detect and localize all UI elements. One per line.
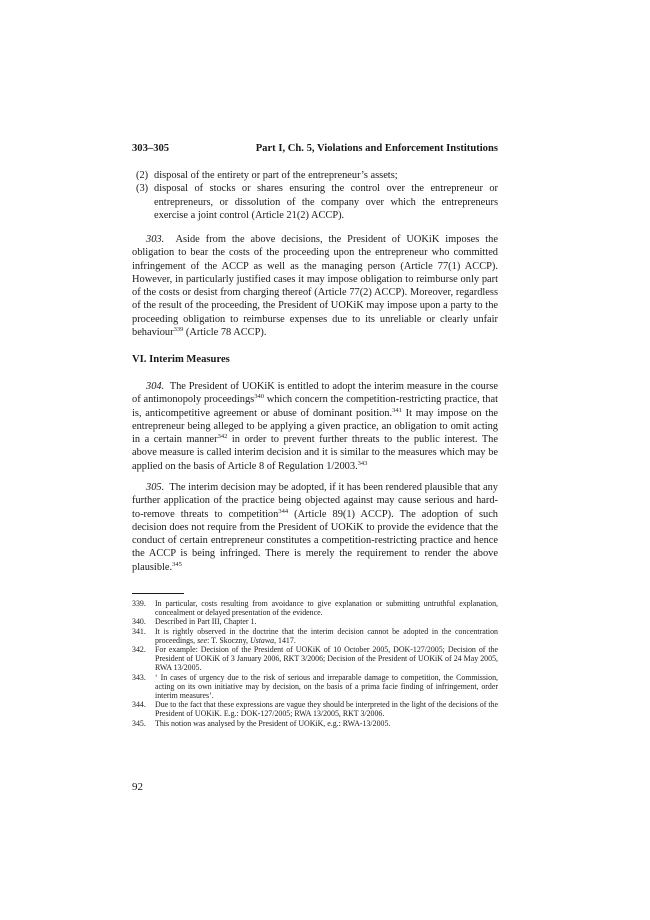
footnote-text: It is rightly observed in the doctrine that the interim decision cannot be adopted in the concentration proceedings,	[155, 626, 498, 645]
list-number: (2)	[136, 170, 149, 181]
list-text: disposal of the entirety or part of the entrepreneur’s assets;	[154, 170, 398, 181]
footnote-ref[interactable]: 340	[254, 393, 264, 401]
paragraph-text: The interim decision may be adopted, if it has been rendered plausible that any further application of the practice being objected against may cause serious and hard-to-remove threats to competition	[132, 482, 498, 520]
paragraph-text: Aside from the above decisions, the President of UOKiK imposes the obligation to bear the costs of the proceeding upon the entrepreneur who committed infringement of the ACCP as well as the managing person (Article 77(1) ACCP). However, in particularly justified cases it may impose obligation to reimburse only part of the costs or desist from charging thereof (Article 77(2) ACCP). Moreover, regardless of the result of the proceeding, the President of UOKiK may impose upon a party to the proceeding obligation to reimburse expenses due to its unreliable or clearly unfair behaviour	[132, 234, 498, 339]
footnote	[132, 599, 498, 617]
footnote-number: 344.	[132, 700, 146, 710]
footnote-ref[interactable]: 341	[392, 406, 402, 414]
footnote-ref[interactable]: 344	[278, 507, 289, 515]
paragraph-range: 303–305	[132, 143, 170, 154]
footnote-text: : T. Skoczny,	[207, 635, 250, 645]
footnote-ref[interactable]: 342	[217, 433, 228, 441]
footnote	[132, 673, 498, 701]
footnote-text: Described in Part III, Chapter 1.	[155, 617, 257, 627]
footnote-rule	[132, 593, 184, 594]
footnote	[132, 617, 498, 626]
footnote-ref[interactable]: 345	[172, 560, 182, 568]
footnote-number: 345.	[132, 718, 146, 728]
paragraph-text: The President of UOKiK is entitled to adopt the interim measure in the course of antimonopoly proceedings	[132, 381, 498, 406]
paragraph-303	[132, 233, 498, 339]
footnote-ref[interactable]: 339	[173, 326, 184, 334]
footnote-emphasis: see	[197, 635, 208, 645]
footnote	[132, 719, 498, 728]
paragraph-text: (Article 78 ACCP).	[183, 327, 267, 339]
footnotes	[132, 599, 498, 728]
paragraph-text: which concern the competition-restricting practice, that is, anticompetitive agreement or abuse of dominant position.	[132, 394, 498, 419]
running-head-title: Part I, Ch. 5, Violations and Enforcement Institutions	[255, 143, 498, 154]
footnote	[132, 700, 498, 718]
footnote-number: 343.	[132, 672, 146, 682]
page-number: 92	[132, 781, 143, 793]
enumerated-list	[132, 169, 498, 222]
list-number: (3)	[136, 183, 149, 195]
footnote-number: 340.	[132, 617, 146, 627]
footnote-text: , 1417.	[274, 635, 296, 645]
list-item	[132, 169, 498, 182]
list-text: disposal of stocks or shares ensuring the control over the entrepreneur or entrepreneurs, or dissolution of the company over which the entrepreneurs exercise a joint control (Article 21(2) ACCP).	[154, 183, 498, 221]
footnote-number: 339.	[132, 599, 146, 608]
paragraph-number: 304.	[146, 381, 165, 392]
footnote-text: ‘ In cases of urgency due to the risk of serious and irreparable damage to competition, the Commission, acting on its own initiative may by decision, on the basis of a prima facie finding of infringement, order interim measures’.	[155, 672, 498, 701]
footnote-emphasis: Ustawa	[249, 635, 275, 645]
paragraph-304	[132, 380, 498, 473]
paragraph-text: It may impose on the entrepreneur being alleged to be applying a given practice, an obligation to omit acting in a certain manner	[132, 407, 499, 446]
paragraph-text: in order to prevent further threats to the public interest. The above measure is called interim decision and it is similar to the measures which may be applied on the basis of Article 8 of Regulation 1/2003.	[132, 434, 498, 472]
paragraph-text: (Article 89(1) ACCP). The adoption of such decision does not require from the President of UOKiK to provide the evidence that the conduct of certain entrepreneur constitutes a competition-restricting practice and hence the ACCP is being infringed. There is merely the requirement to render the above plausible.	[132, 508, 498, 573]
footnote-number: 342.	[132, 645, 146, 655]
paragraph-305	[132, 481, 498, 574]
paragraph-number: 303.	[146, 234, 165, 245]
footnote	[132, 627, 498, 645]
footnote	[132, 645, 498, 673]
list-item	[132, 182, 498, 222]
paragraph-number: 305.	[146, 482, 165, 493]
footnote-text: In particular, costs resulting from avoidance to give explanation or submitting untruthful explanation, concealment or delayed presentation of the evidence.	[155, 599, 498, 618]
footnote-ref[interactable]: 343	[357, 459, 368, 467]
footnote-text: Due to the fact that these expressions are vague they should be interpreted in the light of the decisions of the President of UOKiK. E.g.: DOK-127/2005; RWA 13/2005, RKT 3/2006.	[155, 700, 498, 719]
footnote-number: 341.	[132, 626, 146, 636]
footnote-text: For example: Decision of the President of UOKiK of 10 October 2005, DOK-127/2005; Decision of the President of UOKiK of 3 January 2006, RKT 3/2006; Decision of the President of UOKiK of 24 May 2005, RWA 13/2005.	[155, 645, 498, 673]
section-heading: VI. Interim Measures	[132, 354, 230, 365]
footnote-text: This notion was analysed by the President of UOKiK, e.g.: RWA-13/2005.	[155, 718, 391, 728]
